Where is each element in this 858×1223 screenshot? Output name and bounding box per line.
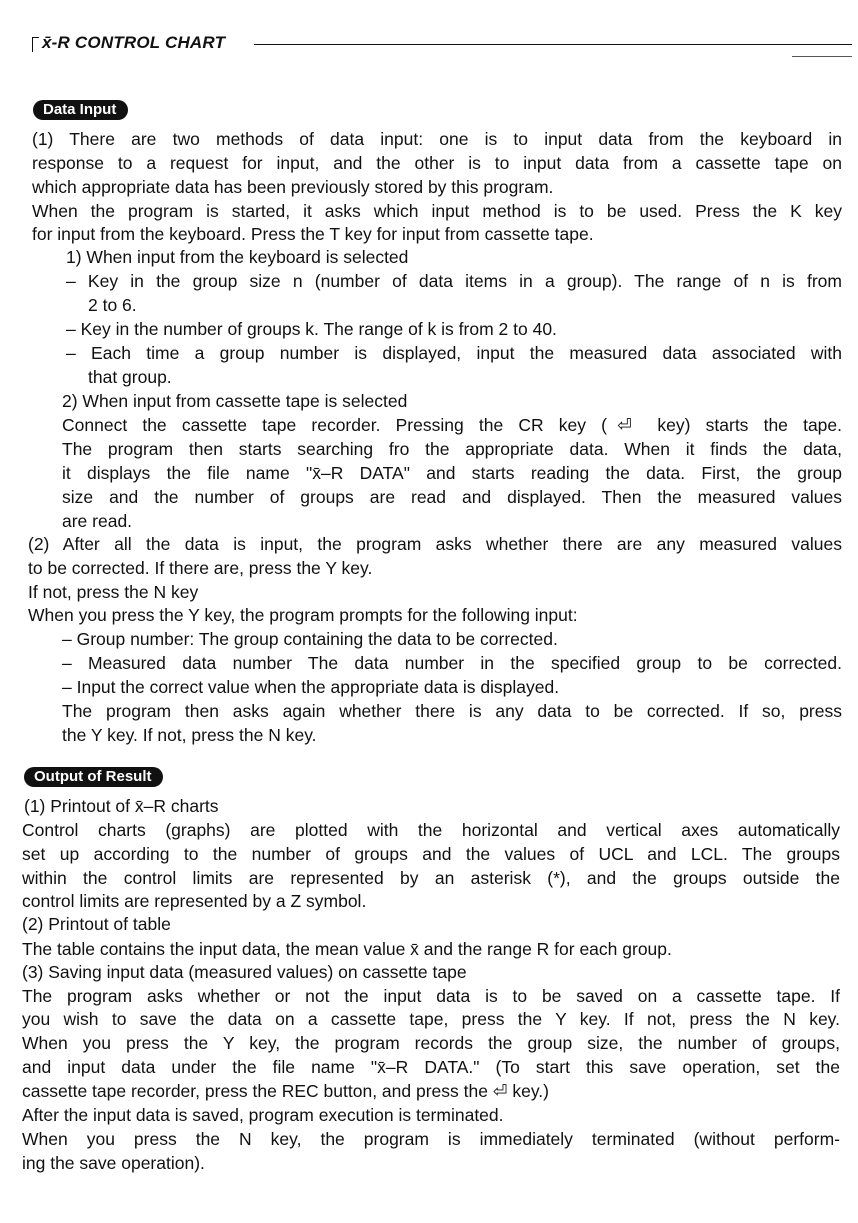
text-line: (3) Saving input data (measured values) on cassette tape xyxy=(22,962,467,982)
text-line: When you press the Y key, the program prompts for the following input: xyxy=(28,605,578,625)
text-line: The program then starts searching fro the appropriate data. When it finds the data, xyxy=(62,439,842,459)
text-line: The table contains the input data, the mean value x̄ and the range R for each group. xyxy=(22,939,672,959)
text-line: set up according to the number of groups and the values of UCL and LCL. The groups xyxy=(22,844,840,864)
text-line: it displays the file name "x̄–R DATA" and starts reading the data. First, the group xyxy=(62,463,842,483)
text-line: – Input the correct value when the appropriate data is displayed. xyxy=(62,677,560,697)
text-line: are read. xyxy=(62,511,133,531)
text-line: within the control limits are represented by an asterisk (*), and the groups outside the xyxy=(22,868,840,888)
text-line: that group. xyxy=(88,367,172,387)
text-line: 1) When input from the keyboard is selected xyxy=(66,247,409,267)
text-line: – Measured data number The data number in the specified group to be corrected. xyxy=(62,653,842,673)
text-line: you wish to save the data on a cassette tape, press the Y key. If not, press the N key. xyxy=(22,1009,840,1029)
text-line: control limits are represented by a Z symbol. xyxy=(22,891,367,911)
text-line: (2) After all the data is input, the program asks whether there are any measured values xyxy=(28,534,842,554)
page-header xyxy=(32,33,852,53)
page-title: x̄-R CONTROL CHART xyxy=(42,33,226,52)
text-line: When you press the N key, the program is immediately terminated (without perform- xyxy=(22,1129,840,1149)
text-line: After the input data is saved, program execution is terminated. xyxy=(22,1105,504,1125)
text-line: (1) There are two methods of data input: one is to input data from the keyboard in xyxy=(32,129,842,149)
text-line: If not, press the N key xyxy=(28,582,199,602)
text-line: – Key in the group size n (number of data items in a group). The range of n is from xyxy=(66,271,842,291)
text-line: for input from the keyboard. Press the T key for input from cassette tape. xyxy=(32,224,594,244)
text-line: (1) Printout of x̄–R charts xyxy=(24,796,219,816)
text-line: 2) When input from cassette tape is selected xyxy=(62,391,408,411)
text-line: – Each time a group number is displayed, input the measured data associated with xyxy=(66,343,842,363)
header-bracket xyxy=(32,37,39,52)
text-line: When the program is started, it asks which input method is to be used. Press the K key xyxy=(32,201,842,221)
text-line: 2 to 6. xyxy=(88,295,137,315)
header-rule xyxy=(254,44,852,45)
text-line: size and the number of groups are read and displayed. Then the measured values xyxy=(62,487,842,507)
text-line: The program then asks again whether there is any data to be corrected. If so, press xyxy=(62,701,842,721)
section-badge-output-result: Output of Result xyxy=(24,767,163,787)
text-line: (2) Printout of table xyxy=(22,914,171,934)
text-line: which appropriate data has been previously stored by this program. xyxy=(32,177,554,197)
text-line: response to a request for input, and the other is to input data from a cassette tape on xyxy=(32,153,842,173)
text-line: When you press the Y key, the program records the group size, the number of groups, xyxy=(22,1033,840,1053)
text-line: to be corrected. If there are, press the Y key. xyxy=(28,558,373,578)
text-line: cassette tape recorder, press the REC button, and press the ⏎ key.) xyxy=(22,1081,549,1101)
text-line: the Y key. If not, press the N key. xyxy=(62,725,317,745)
section-badge-data-input: Data Input xyxy=(33,100,128,120)
text-line: – Key in the number of groups k. The range of k is from 2 to 40. xyxy=(66,319,557,339)
text-line: Connect the cassette tape recorder. Pressing the CR key (⏎ key) starts the tape. xyxy=(62,415,842,435)
text-line: – Group number: The group containing the data to be corrected. xyxy=(62,629,558,649)
header-rule-secondary xyxy=(792,56,852,57)
text-line: Control charts (graphs) are plotted with the horizontal and vertical axes automatically xyxy=(22,820,840,840)
text-line: and input data under the file name "x̄–R DATA." (To start this save operation, set the xyxy=(22,1057,840,1077)
text-line: ing the save operation). xyxy=(22,1153,205,1173)
text-line: The program asks whether or not the input data is to be saved on a cassette tape. If xyxy=(22,986,840,1006)
